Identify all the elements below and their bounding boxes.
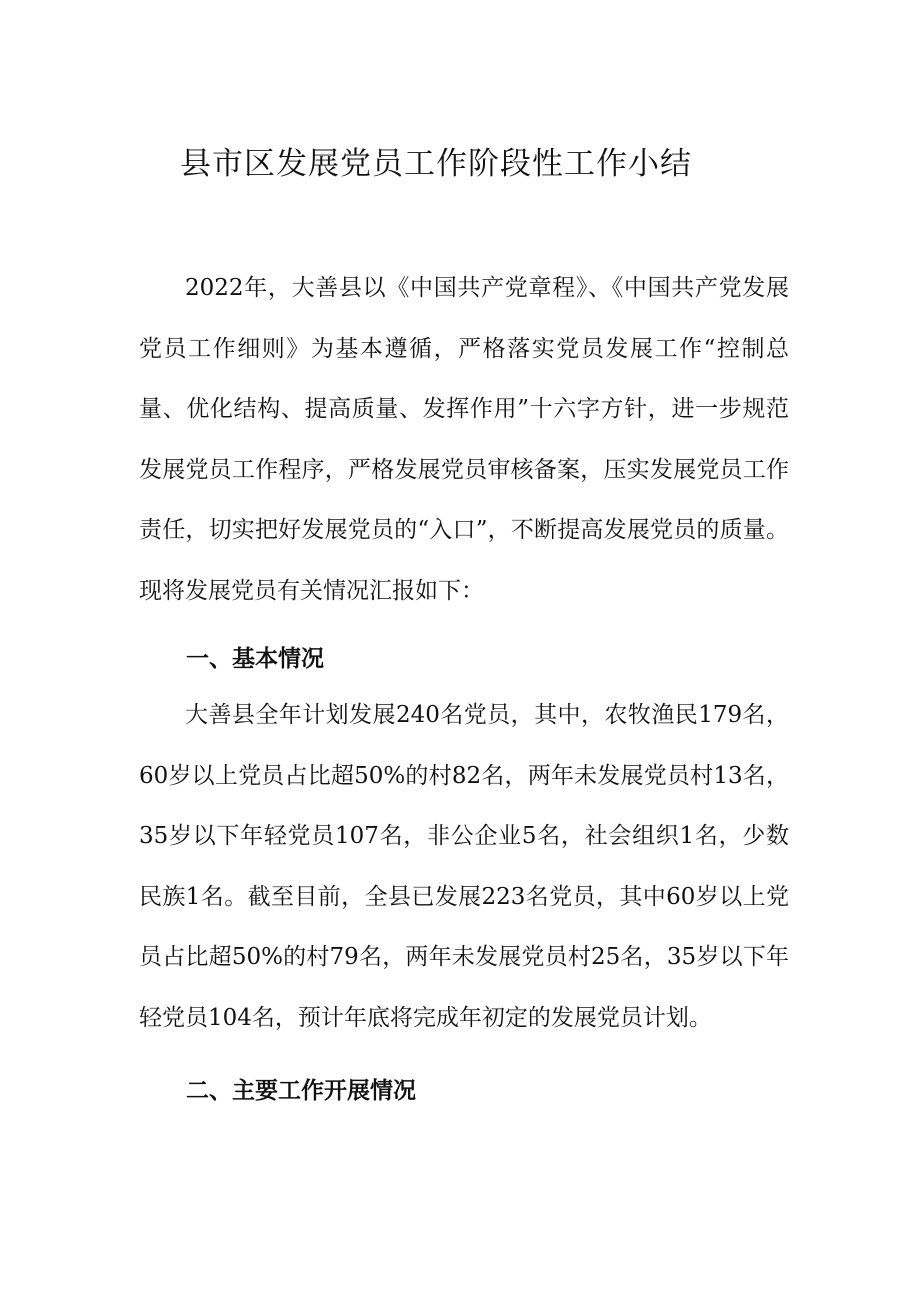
basic-situation-paragraph: 大善县全年计划发展240名党员，其中，农牧渔民179名，60岁以上党员占比超50%的村82名，两年未发展党员村13名，35岁以下年轻党员107名，非公企业5名，社会组织1名，少数民族1名。截至目前，全县已发展223名党员，其中60岁以上党员占比超50%的村79名，两年未发展党员村25名，35岁以下年轻党员104名，预计年底将完成年初定的发展党员计划。 xyxy=(139,702,789,1031)
intro-paragraph: 2022年，大善县以《中国共产党章程》、《中国共产党发展党员工作细则》为基本遵循，严格落实党员发展工作“控制总量、优化结构、提高质量、发挥作用”十六字方针，进一步规范发展党员工作程序，严格发展党员审核备案，压实发展党员工作责任，切实把好发展党员的“入口”，不断提高发展党员的质量。现将发展党员有关情况汇报如下： xyxy=(139,275,789,604)
document-title: 县市区发展党员工作阶段性工作小结 xyxy=(180,146,692,182)
section-heading-basic-situation: 一、基本情况 xyxy=(186,646,324,672)
section-heading-main-work: 二、主要工作开展情况 xyxy=(186,1078,416,1104)
